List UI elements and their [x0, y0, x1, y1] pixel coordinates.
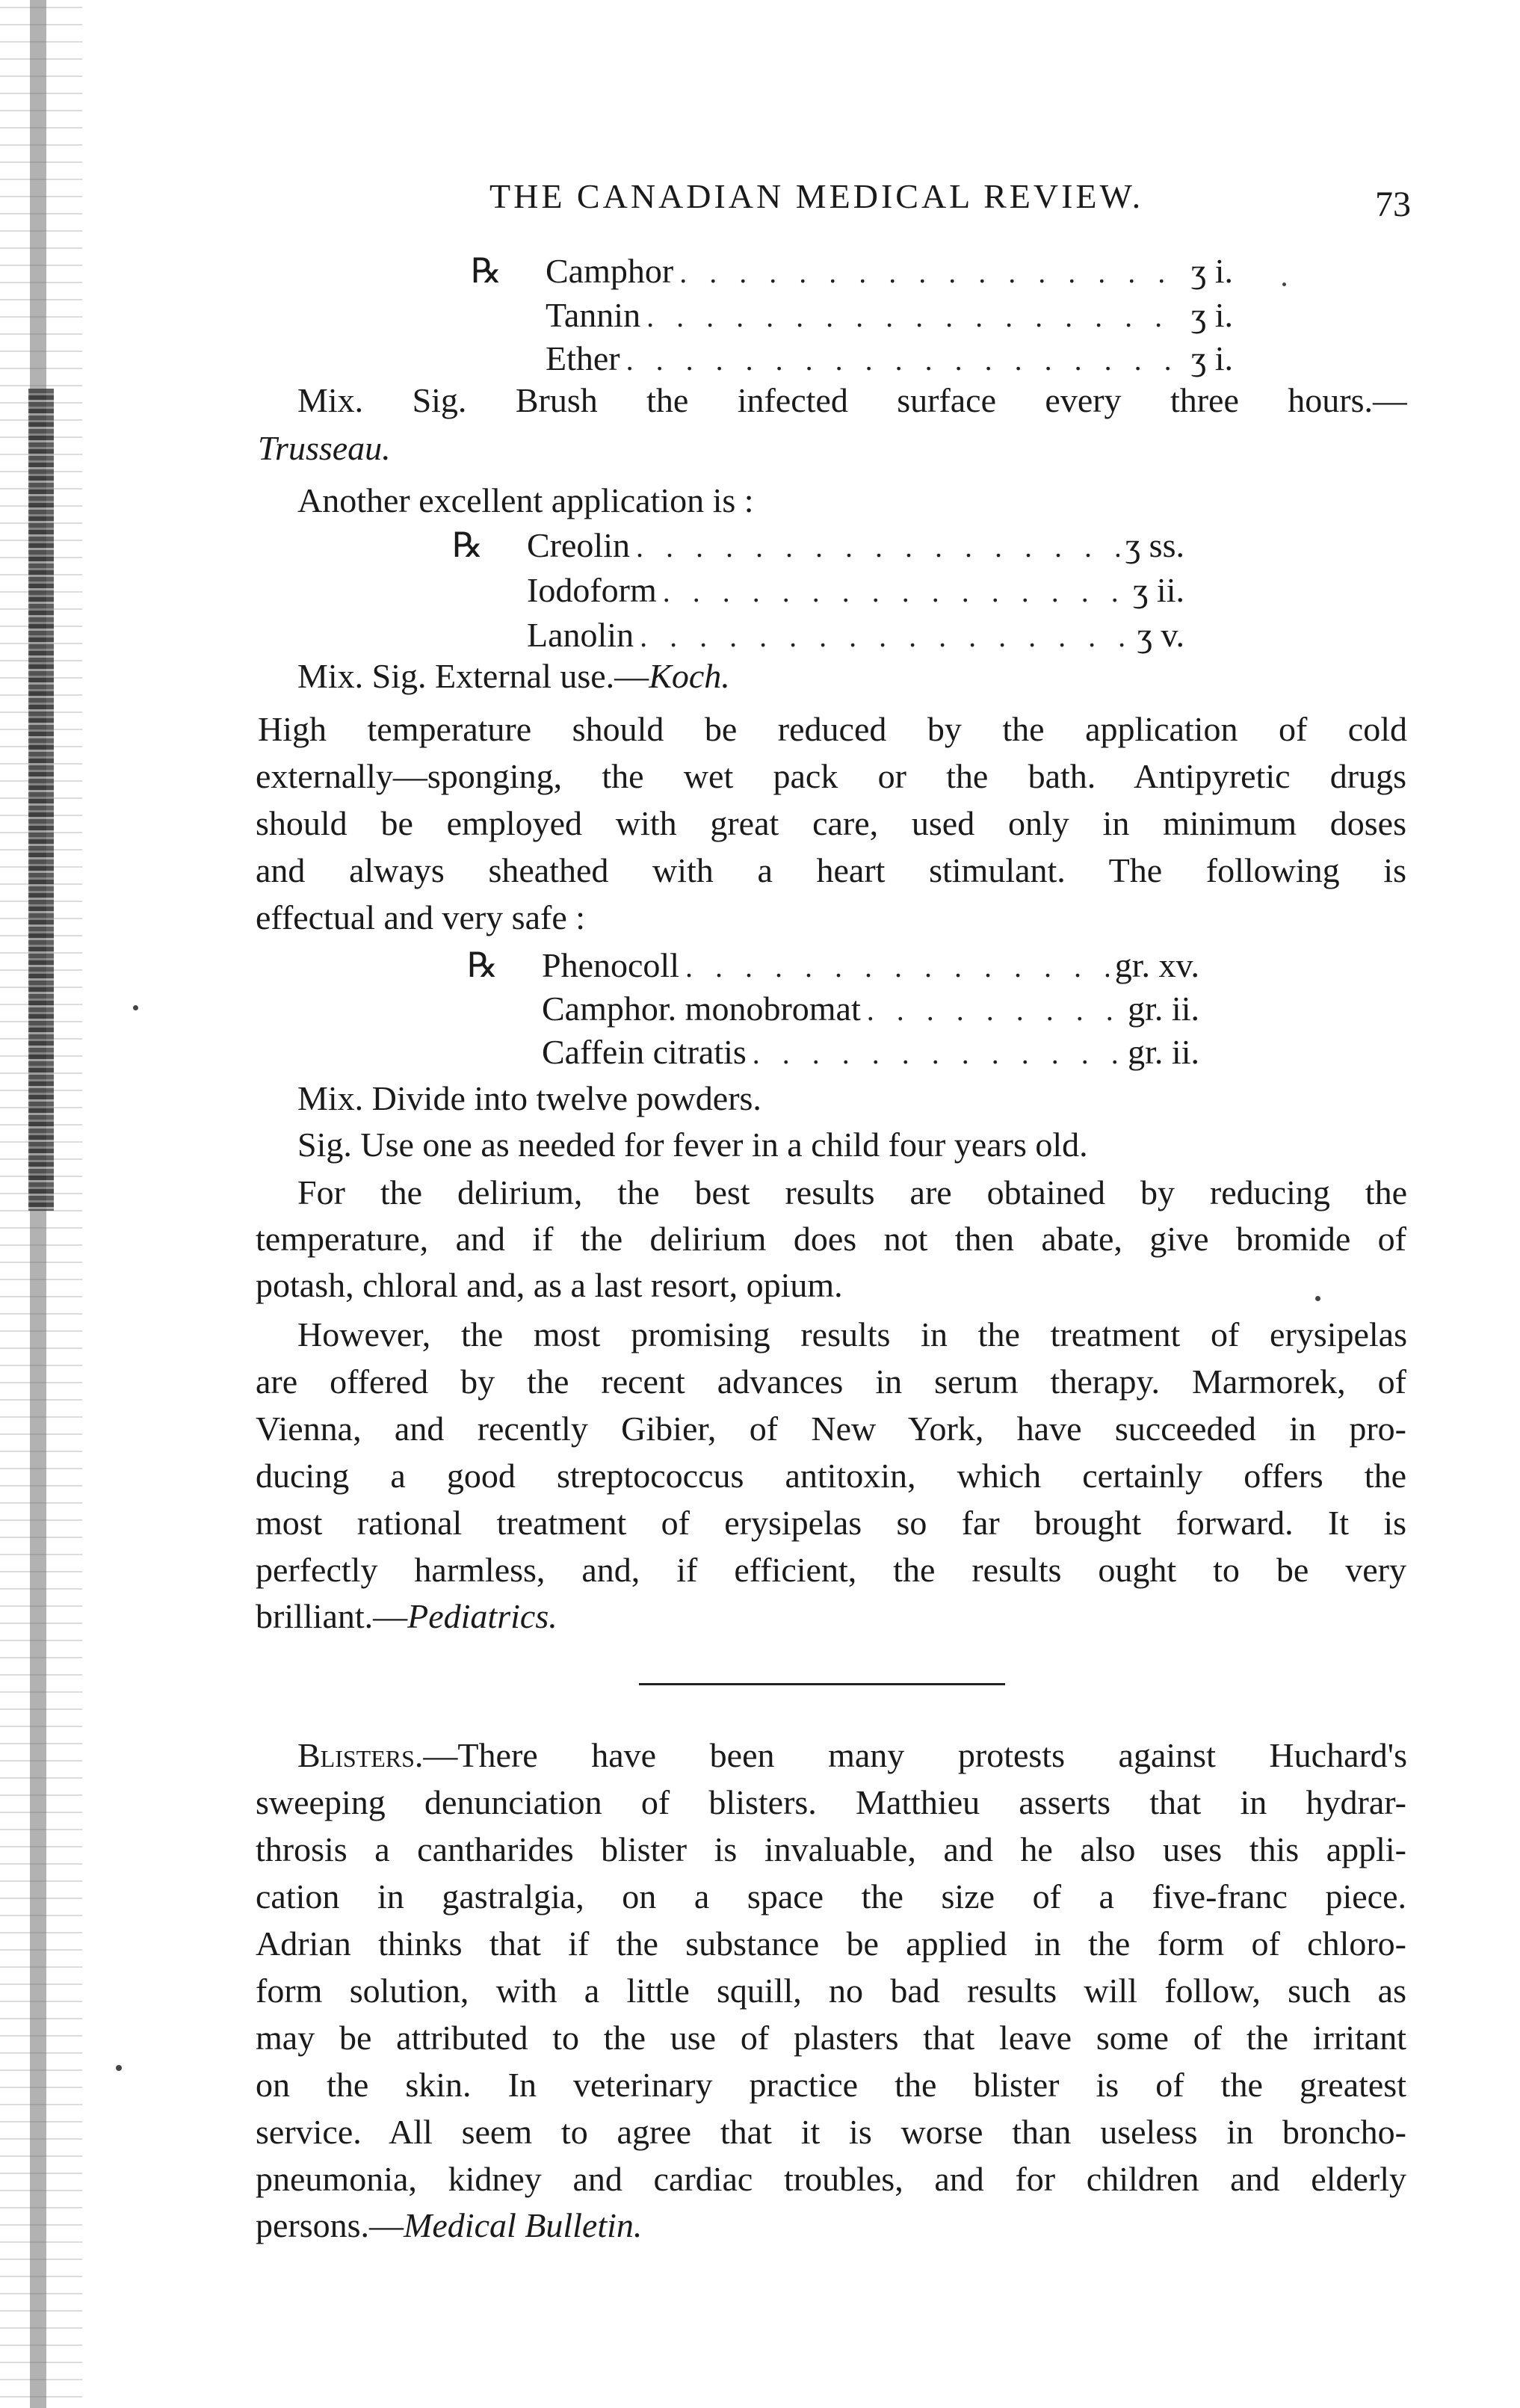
blisters-line: sweeping denunciation of blisters. Matthieu asserts that in hydrar- — [256, 1783, 1406, 1821]
rx2-instruction — [297, 654, 730, 699]
rx-item-name: Creolin — [527, 526, 630, 564]
rx1-author: Trusseau. — [258, 429, 391, 467]
blisters-last-text: persons.— — [256, 2206, 404, 2244]
rx3-item — [542, 1030, 1199, 1076]
rx2-item — [527, 523, 1184, 569]
rx-item-dose: ʒ i. — [1190, 252, 1233, 290]
rx-item-name: Iodoform — [527, 571, 657, 609]
running-header: THE CANADIAN MEDICAL REVIEW. — [489, 177, 1144, 215]
rx3-row-3 — [467, 1030, 1199, 1075]
page-number: 73 — [1375, 185, 1411, 224]
prescription-symbol: ℞ — [467, 946, 498, 984]
serum-source: Pediatrics. — [407, 1597, 557, 1635]
rx3-item — [542, 943, 1199, 990]
rx-item-name: Ether — [546, 339, 620, 377]
rx-item-dose: gr. ii. — [1128, 1033, 1199, 1071]
rx1-instruction: Mix. Sig. Brush the infected surface every three hours.— — [297, 381, 1407, 419]
rx1-row-1 — [471, 249, 1233, 294]
rx2-row-1 — [452, 523, 1184, 568]
intro-line: Another excellent application is : — [297, 481, 754, 519]
prescription-symbol: ℞ — [471, 252, 502, 290]
rx3-sig: Sig. Use one as needed for fever in a child four years old. — [297, 1126, 1088, 1164]
rx-item-dose: ʒ i. — [1190, 296, 1233, 334]
rx-item-dose: gr. ii. — [1128, 990, 1199, 1028]
rx1-item — [546, 336, 1233, 383]
rx2-row-2 — [452, 568, 1184, 613]
para-serum-line: Vienna, and recently Gibier, of New York, have succeeded in pro- — [256, 1410, 1406, 1448]
blisters-line: on the skin. In veterinary practice the blister is of the greatest — [256, 2066, 1406, 2104]
blisters-line: cation in gastralgia, on a space the size of a five-franc piece. — [256, 1877, 1406, 1915]
rx-item-name: Caffein citratis — [542, 1033, 747, 1071]
blisters-heading: Blisters. — [297, 1736, 424, 1774]
rx-item-name: Lanolin — [527, 616, 634, 654]
para-delirium-line: For the delirium, the best results are obtained by reducing the — [297, 1173, 1407, 1211]
para-temperature-line: and always sheathed with a heart stimulant. The following is — [256, 851, 1406, 889]
rx2-row-3 — [452, 613, 1184, 658]
rx-item-dose: ʒ ii. — [1133, 571, 1184, 609]
para-temperature-line: effectual and very safe : — [256, 898, 586, 936]
rx-item-dose: gr. xv. — [1114, 946, 1199, 984]
rx-item-name: Tannin — [546, 296, 641, 334]
para-serum-line: are offered by the recent advances in serum therapy. Marmorek, of — [256, 1362, 1406, 1401]
blisters-source: Medical Bulletin. — [404, 2206, 643, 2244]
blisters-line: pneumonia, kidney and cardiac troubles, and for children and elderly — [256, 2160, 1406, 2198]
para-serum-line: However, the most promising results in the treatment of erysipelas — [297, 1315, 1407, 1353]
rx2-author: Koch. — [649, 657, 730, 695]
rx1-row-2 — [471, 293, 1233, 338]
rx3-row-2 — [467, 987, 1199, 1031]
para-serum-line: most rational treatment of erysipelas so far brought forward. It is — [256, 1504, 1406, 1542]
rx2-item — [527, 613, 1184, 659]
rx2-instruction-text: Mix. Sig. External use.— — [297, 657, 649, 695]
serum-last-text: brilliant.— — [256, 1597, 408, 1635]
rx1-row-3 — [471, 336, 1233, 381]
rx2-item — [527, 568, 1184, 614]
blisters-first-line — [297, 1732, 1407, 1779]
rx-item-name: Phenocoll — [542, 946, 679, 984]
rx3-mix: Mix. Divide into twelve powders. — [297, 1079, 761, 1117]
blisters-line: service. All seem to agree that it is worse than useless in broncho- — [256, 2113, 1406, 2151]
prescription-symbol: ℞ — [452, 526, 484, 564]
rx1-item — [546, 249, 1233, 295]
para-delirium-line: temperature, and if the delirium does not then abate, give bromide of — [256, 1220, 1406, 1258]
blisters-last — [256, 2203, 642, 2248]
blisters-line: may be attributed to the use of plasters that leave some of the irritant — [256, 2019, 1406, 2057]
blisters-line: form solution, with a little squill, no bad results will follow, such as — [256, 1972, 1406, 2010]
rx3-item — [542, 987, 1199, 1033]
para-temperature-line: should be employed with great care, used only in minimum doses — [256, 804, 1406, 842]
rx-item-dose: ʒ i. — [1190, 339, 1233, 377]
rx-item-name: Camphor — [546, 252, 674, 290]
para-serum-line: perfectly harmless, and, if efficient, the results ought to be very — [256, 1551, 1406, 1589]
rx-item-dose: ʒ v. — [1137, 616, 1184, 654]
para-serum-line: ducing a good streptococcus antitoxin, which certainly offers the — [256, 1457, 1406, 1495]
rx-item-name: Camphor. monobromat — [542, 990, 861, 1028]
rx1-item — [546, 293, 1233, 339]
blisters-line: Adrian thinks that if the substance be applied in the form of chloro- — [256, 1924, 1406, 1963]
rx-item-dose: ʒ ss. — [1125, 526, 1184, 564]
para-delirium-line: potash, chloral and, as a last resort, opium. — [256, 1266, 843, 1304]
rx3-row-1 — [467, 943, 1199, 988]
para-temperature-line: externally—sponging, the wet pack or the bath. Antipyretic drugs — [256, 757, 1406, 795]
para-serum-last — [256, 1594, 557, 1639]
blisters-first-line-text: —There have been many protests against Huchard's — [423, 1736, 1407, 1774]
blisters-line: throsis a cantharides blister is invaluable, and he also uses this appli- — [256, 1830, 1406, 1868]
section-divider — [639, 1683, 1005, 1685]
para-temperature-line: High temperature should be reduced by the application of cold — [258, 710, 1407, 748]
